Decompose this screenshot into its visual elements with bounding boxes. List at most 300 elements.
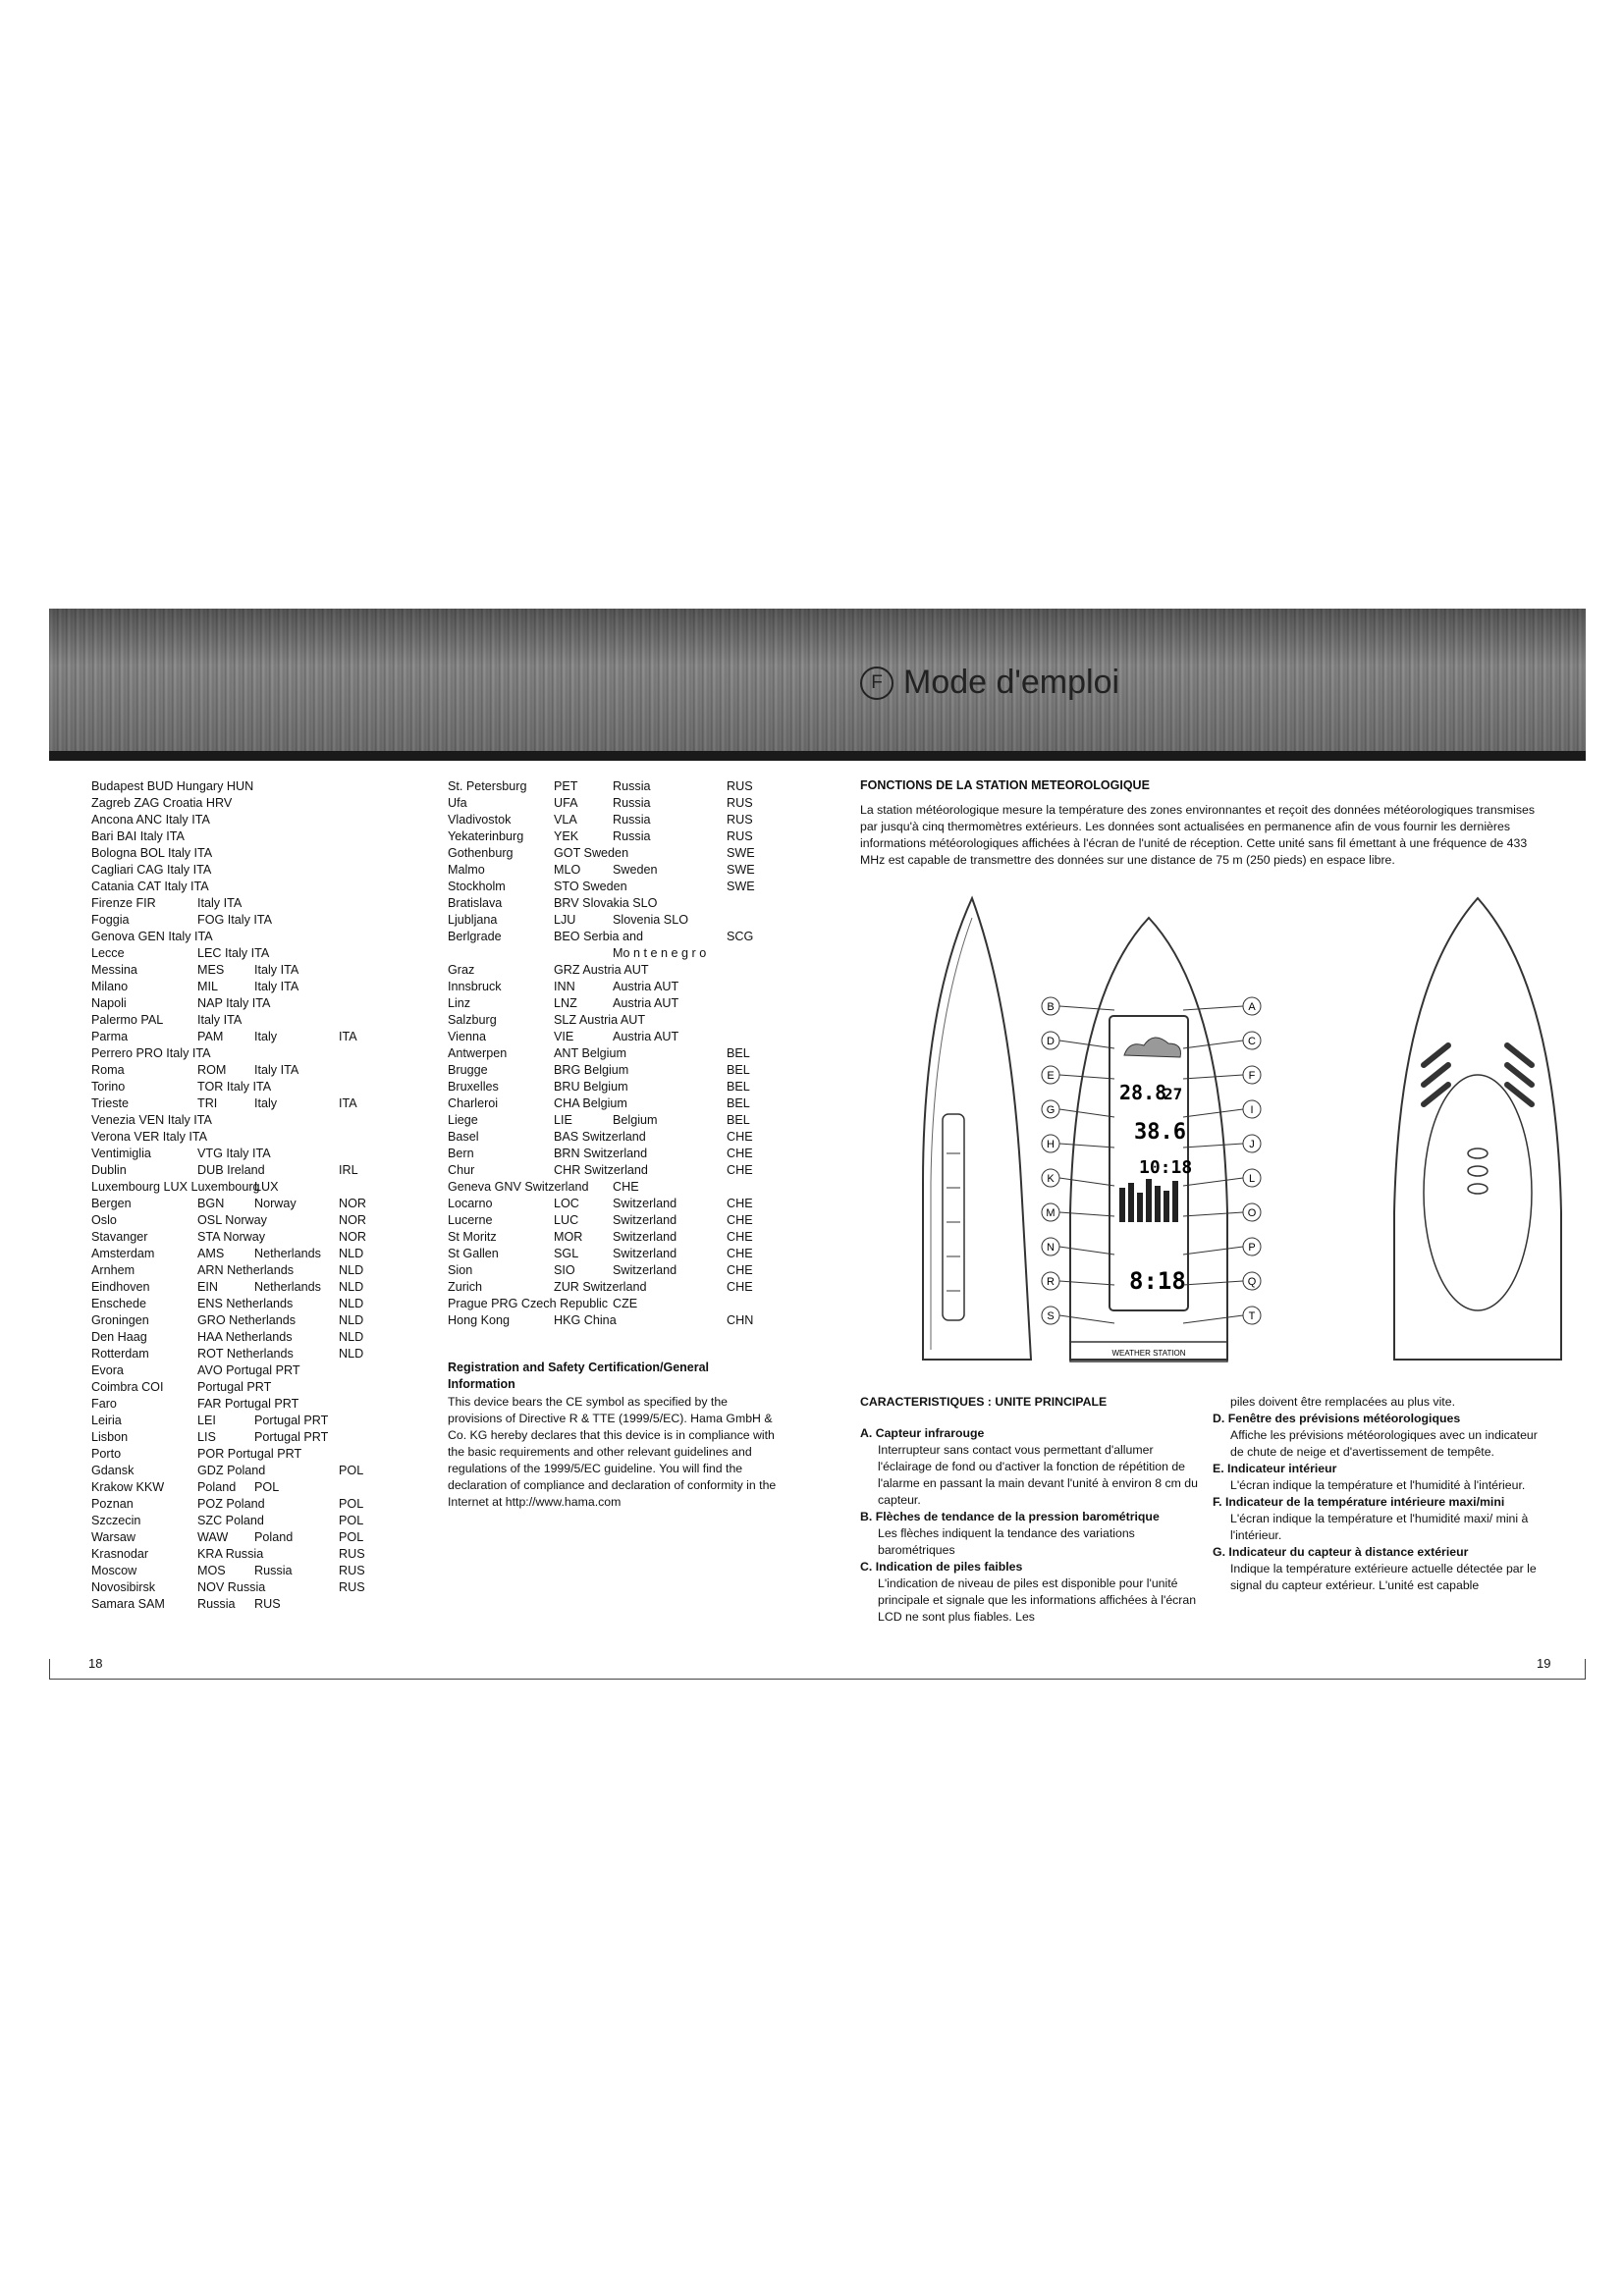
city-cell: Italy ITA <box>197 896 243 910</box>
city-cell: Poznan <box>91 1497 134 1511</box>
callout-line <box>1059 1178 1114 1186</box>
city-cell: Lisbon <box>91 1430 129 1444</box>
city-cell: LIE <box>554 1113 572 1127</box>
city-cell: CHE <box>727 1280 753 1294</box>
city-cell: LJU <box>554 913 576 927</box>
callout-label: B <box>1047 1001 1055 1013</box>
city-cell <box>727 1012 785 1029</box>
city-cell: NLD <box>339 1330 364 1344</box>
characteristics-right <box>1213 1394 1551 1594</box>
header-banner <box>49 609 1586 751</box>
side-view-outline <box>923 898 1031 1360</box>
city-cell: Ventimiglia <box>91 1147 151 1160</box>
city-cell: NLD <box>339 1247 364 1260</box>
city-row <box>91 812 415 828</box>
city-row <box>91 1579 415 1596</box>
city-row <box>448 1162 772 1179</box>
city-cell: TOR Italy ITA <box>197 1080 272 1094</box>
city-cell: Roma <box>91 1063 125 1077</box>
back-panel <box>1424 1075 1532 1310</box>
city-cell: Locarno <box>448 1197 493 1210</box>
side-button-marks <box>947 1153 960 1291</box>
city-cell: AMS <box>197 1247 225 1260</box>
city-cell: Bari BAI Italy ITA <box>91 829 185 843</box>
city-cell: INN <box>554 980 575 993</box>
city-cell <box>254 1162 339 1179</box>
city-cell: Malmo <box>448 863 485 877</box>
city-row <box>448 1045 772 1062</box>
city-row <box>91 1596 415 1613</box>
city-cell: Vienna <box>448 1030 486 1043</box>
city-row <box>91 1179 415 1196</box>
city-cell <box>254 862 339 879</box>
city-cell <box>254 828 339 845</box>
city-cell: ROM <box>197 1063 227 1077</box>
city-cell: Genova GEN Italy ITA <box>91 930 213 943</box>
city-row <box>448 1212 772 1229</box>
city-cell: RUS <box>727 813 753 827</box>
city-cell: Moscow <box>91 1564 137 1577</box>
callout-label: I <box>1250 1104 1254 1116</box>
city-cell: Messina <box>91 963 137 977</box>
city-cell <box>727 979 785 995</box>
city-list-left <box>91 778 415 1613</box>
city-cell <box>254 795 339 812</box>
city-cell <box>727 912 785 929</box>
city-cell: ROT Netherlands <box>197 1347 294 1361</box>
city-cell: Luxembourg LUX Luxembourg <box>91 1180 260 1194</box>
city-cell: RUS <box>339 1547 365 1561</box>
callout-line <box>1059 1281 1114 1285</box>
city-cell: ENS Netherlands <box>197 1297 294 1310</box>
city-cell <box>197 1129 254 1146</box>
city-row <box>91 929 415 945</box>
feature-heading: G. Indicateur du capteur à distance extérieur <box>1213 1545 1469 1559</box>
city-cell: Russia <box>613 829 651 843</box>
city-cell: Brugge <box>448 1063 488 1077</box>
city-cell: Switzerland <box>613 1197 677 1210</box>
city-cell <box>727 1029 785 1045</box>
city-cell: Chur <box>448 1163 475 1177</box>
bottom-rule <box>49 1679 1586 1680</box>
city-cell: Belgium <box>613 1113 658 1127</box>
feature-heading: D. Fenêtre des prévisions météorologiques <box>1213 1412 1461 1425</box>
city-row <box>448 1079 772 1095</box>
city-cell <box>613 1279 727 1296</box>
city-cell <box>254 1329 339 1346</box>
feature-heading: F. Indicateur de la température intérieure maxi/mini <box>1213 1495 1505 1509</box>
city-cell <box>554 1296 613 1312</box>
city-cell: Salzburg <box>448 1013 497 1027</box>
city-cell <box>197 795 254 812</box>
page-title <box>860 664 1119 702</box>
city-cell <box>613 1129 727 1146</box>
city-cell: Coimbra COI <box>91 1380 164 1394</box>
city-cell: BEL <box>727 1080 750 1094</box>
city-cell <box>254 1513 339 1529</box>
city-cell: Bologna BOL Italy ITA <box>91 846 213 860</box>
city-cell: CHN <box>727 1313 754 1327</box>
city-cell <box>613 879 727 895</box>
city-cell <box>254 1463 339 1479</box>
header-rule <box>49 751 1586 761</box>
city-cell: Basel <box>448 1130 479 1144</box>
city-row <box>91 1062 415 1079</box>
city-cell: Eindhoven <box>91 1280 150 1294</box>
city-cell: Russia <box>613 796 651 810</box>
city-cell: RUS <box>727 796 753 810</box>
city-cell: MOR <box>554 1230 583 1244</box>
city-cell: Berlgrade <box>448 930 502 943</box>
city-row <box>91 1329 415 1346</box>
city-row <box>91 995 415 1012</box>
city-row <box>448 979 772 995</box>
city-cell: CHE <box>727 1163 753 1177</box>
callout-label: K <box>1047 1173 1055 1185</box>
city-cell: Evora <box>91 1363 124 1377</box>
city-cell <box>613 1312 727 1329</box>
city-cell: Poland <box>254 1530 294 1544</box>
city-cell: NOV Russia <box>197 1580 266 1594</box>
callout-label: D <box>1047 1036 1055 1047</box>
city-cell: Ufa <box>448 796 467 810</box>
page-number-left: 18 <box>88 1656 103 1671</box>
city-cell: BRV Slovakia SLO <box>554 896 658 910</box>
city-cell: Rotterdam <box>91 1347 149 1361</box>
city-cell: Charleroi <box>448 1096 499 1110</box>
city-row <box>448 1279 772 1296</box>
city-cell: LEI <box>197 1414 216 1427</box>
city-cell: ITA <box>339 1030 357 1043</box>
city-cell: Bruxelles <box>448 1080 499 1094</box>
city-cell: Mo n t e n e g r o <box>613 946 707 960</box>
lcd-clock: 8:18 <box>1129 1267 1186 1295</box>
city-row <box>448 895 772 912</box>
city-cell <box>254 1379 339 1396</box>
city-row <box>91 879 415 895</box>
city-cell: Amsterdam <box>91 1247 155 1260</box>
city-cell: Porto <box>91 1447 122 1461</box>
city-row <box>448 795 772 812</box>
front-caption: WEATHER STATION <box>1111 1349 1186 1358</box>
city-cell: Italy ITA <box>254 980 299 993</box>
city-cell <box>254 1045 339 1062</box>
city-cell: Krakow KKW <box>91 1480 165 1494</box>
city-cell <box>254 1229 339 1246</box>
city-cell: GRO Netherlands <box>197 1313 297 1327</box>
callout-line <box>1059 1109 1114 1117</box>
callout-label: A <box>1248 1001 1256 1013</box>
city-row <box>91 862 415 879</box>
back-view-outline <box>1394 898 1561 1360</box>
city-cell: RUS <box>339 1580 365 1594</box>
city-cell: Arnhem <box>91 1263 135 1277</box>
city-row <box>448 879 772 895</box>
city-cell: Lucerne <box>448 1213 493 1227</box>
city-row <box>448 828 772 845</box>
feature-heading: A. Capteur infrarouge <box>860 1426 985 1440</box>
city-row <box>91 1379 415 1396</box>
weather-station-figure <box>903 888 1581 1379</box>
city-cell <box>613 1095 727 1112</box>
city-row <box>91 778 415 795</box>
city-cell: Stockholm <box>448 880 506 893</box>
city-cell: Enschede <box>91 1297 147 1310</box>
city-cell: BEO Serbia and <box>554 930 644 943</box>
city-cell: POL <box>339 1497 364 1511</box>
functions-text: La station météorologique mesure la température des zones environnantes et reçoit des données météorologiques transmises par jusqu'à cinq thermomètres extérieurs. Les données sont actualisées en permanence afin de vous fournir les dernières informations météorologiques affichées à l'écran de l'unité de réception. Cette unité sans fil émettant à une fréquence de 433 MHz est capable de transmettre des données sur une distance de 75 m (250 pieds) en espace libre. <box>860 803 1535 867</box>
city-cell: Switzerland <box>613 1247 677 1260</box>
city-cell: Sion <box>448 1263 473 1277</box>
city-cell: BEL <box>727 1046 750 1060</box>
city-cell: Torino <box>91 1080 126 1094</box>
feature-heading: E. Indicateur intérieur <box>1213 1462 1337 1475</box>
city-cell: BRN Switzerland <box>554 1147 648 1160</box>
callout-label: L <box>1248 1173 1256 1185</box>
city-row <box>448 1196 772 1212</box>
city-row <box>448 1296 772 1312</box>
city-cell <box>613 929 727 945</box>
city-cell <box>727 1179 785 1196</box>
city-cell: BEL <box>727 1096 750 1110</box>
city-cell: Italy <box>254 1030 278 1043</box>
city-row <box>91 1146 415 1162</box>
city-row <box>91 979 415 995</box>
city-cell: ZUR Switzerland <box>554 1280 647 1294</box>
city-cell <box>197 1045 254 1062</box>
callout-line <box>1059 1247 1114 1255</box>
city-cell: Bratislava <box>448 896 503 910</box>
city-cell: Switzerland <box>613 1230 677 1244</box>
city-cell: CHE <box>727 1147 753 1160</box>
city-row <box>448 912 772 929</box>
callout-label: M <box>1046 1207 1056 1219</box>
callout-line <box>1059 1144 1114 1148</box>
city-cell: SCG <box>727 930 754 943</box>
city-row <box>91 1546 415 1563</box>
callout-line <box>1059 1212 1114 1216</box>
city-cell <box>254 1396 339 1413</box>
callout-label: P <box>1248 1242 1256 1254</box>
city-cell <box>613 1079 727 1095</box>
city-cell: Ljubljana <box>448 913 498 927</box>
city-row <box>91 1312 415 1329</box>
city-cell: NOR <box>339 1230 366 1244</box>
city-cell <box>448 945 554 962</box>
city-cell: Innsbruck <box>448 980 502 993</box>
functions-title: FONCTIONS DE LA STATION METEOROLOGIQUE <box>860 778 1150 792</box>
city-cell: HAA Netherlands <box>197 1330 293 1344</box>
callout-line <box>1059 1041 1114 1048</box>
city-cell: Catania CAT Italy ITA <box>91 880 209 893</box>
city-cell <box>727 995 785 1012</box>
city-cell: MIL <box>197 980 218 993</box>
city-cell <box>254 778 339 795</box>
city-cell: NLD <box>339 1297 364 1310</box>
city-cell: IRL <box>339 1163 358 1177</box>
callout-label: S <box>1047 1310 1055 1322</box>
city-cell: Ancona ANC Italy ITA <box>91 813 210 827</box>
bottom-right-edge <box>1585 1659 1586 1679</box>
callout-line <box>1059 1315 1114 1323</box>
city-cell: PET <box>554 779 578 793</box>
city-cell <box>254 845 339 862</box>
city-cell: Samara SAM <box>91 1597 165 1611</box>
city-row <box>448 1095 772 1112</box>
city-cell <box>554 945 613 962</box>
city-cell: SIO <box>554 1263 575 1277</box>
city-cell <box>254 1496 339 1513</box>
city-cell: LNZ <box>554 996 577 1010</box>
city-cell: Norway <box>254 1197 297 1210</box>
city-cell: Hong Kong <box>448 1313 511 1327</box>
feature-text: L'indication de niveau de piles est disponible pour l'unité principale et signale que les informations affichées à l'écran LCD ne sont plus fiables. Les <box>878 1576 1197 1624</box>
lcd-time: 10:18 <box>1139 1157 1193 1178</box>
city-cell: KRA Russia <box>197 1547 264 1561</box>
city-cell: Slovenia SLO <box>613 913 689 927</box>
city-cell: CHE <box>727 1197 753 1210</box>
city-cell: Yekaterinburg <box>448 829 524 843</box>
city-cell: POL <box>339 1514 364 1527</box>
side-view-inner <box>931 918 972 1350</box>
callout-line <box>1183 1315 1243 1323</box>
city-cell: CHE <box>727 1213 753 1227</box>
city-row <box>91 795 415 812</box>
callout-line <box>1059 1075 1114 1079</box>
city-row <box>91 1479 415 1496</box>
city-cell: SWE <box>727 863 755 877</box>
city-cell: Leiria <box>91 1414 122 1427</box>
city-cell: CHE <box>727 1247 753 1260</box>
city-cell: Antwerpen <box>448 1046 508 1060</box>
callout-line <box>1183 1006 1243 1010</box>
city-cell: CHE <box>613 1180 639 1194</box>
city-cell: TRI <box>197 1096 218 1110</box>
city-cell: PAM <box>197 1030 224 1043</box>
city-cell: POL <box>339 1464 364 1477</box>
city-cell: Verona VER Italy ITA <box>91 1130 208 1144</box>
city-cell <box>197 778 254 795</box>
feature-text: Les flèches indiquent la tendance des variations barométriques <box>878 1526 1135 1557</box>
city-cell <box>613 1012 727 1029</box>
city-row <box>91 895 415 912</box>
lcd-humidity: 27 <box>1164 1085 1183 1103</box>
city-cell: POR Portugal PRT <box>197 1447 302 1461</box>
city-row <box>91 845 415 862</box>
city-cell: Russia <box>254 1564 293 1577</box>
callout-label: R <box>1047 1276 1055 1288</box>
characteristics-title: CARACTERISTIQUES : UNITE PRINCIPALE <box>860 1395 1108 1409</box>
city-row <box>91 1413 415 1429</box>
city-cell: WAW <box>197 1530 229 1544</box>
city-cell <box>727 945 785 962</box>
back-buttons <box>1468 1148 1488 1194</box>
city-row <box>448 945 772 962</box>
city-cell: Zurich <box>448 1280 482 1294</box>
city-row <box>448 1062 772 1079</box>
city-row <box>91 1229 415 1246</box>
city-cell: Portugal PRT <box>254 1430 329 1444</box>
city-cell: Dublin <box>91 1163 127 1177</box>
city-cell: Russia <box>613 813 651 827</box>
characteristics-left <box>860 1394 1199 1626</box>
city-row <box>91 1196 415 1212</box>
city-row <box>91 1463 415 1479</box>
city-cell: POZ Poland <box>197 1497 265 1511</box>
page-number-right: 19 <box>1537 1656 1551 1671</box>
city-row <box>91 1045 415 1062</box>
city-row <box>91 1129 415 1146</box>
city-cell: EIN <box>197 1280 218 1294</box>
city-row <box>448 1262 772 1279</box>
city-cell: Venezia VEN Italy ITA <box>91 1113 212 1127</box>
city-cell: STA Norway <box>197 1230 266 1244</box>
language-badge: F <box>860 667 893 700</box>
city-cell: Krasnodar <box>91 1547 149 1561</box>
city-cell: Bern <box>448 1147 474 1160</box>
city-cell <box>197 1179 254 1196</box>
city-cell: Graz <box>448 963 475 977</box>
lcd-temp2: 38.6 <box>1134 1120 1186 1145</box>
city-row <box>91 1396 415 1413</box>
city-cell: Linz <box>448 996 471 1010</box>
city-cell <box>254 879 339 895</box>
city-cell: POL <box>339 1530 364 1544</box>
city-cell: Palermo PAL <box>91 1013 164 1027</box>
registration-title: Registration and Safety Certification/General Information <box>448 1361 710 1391</box>
city-row <box>91 1362 415 1379</box>
city-cell: Cagliari CAG Italy ITA <box>91 863 212 877</box>
city-cell: VLA <box>554 813 577 827</box>
city-row <box>448 1112 772 1129</box>
characteristics-right-lead: piles doivent être remplacées au plus vite. <box>1230 1395 1455 1409</box>
city-cell: Poland <box>197 1480 237 1494</box>
city-cell: HKG China <box>554 1313 617 1327</box>
city-cell: NOR <box>339 1197 366 1210</box>
callout-label: C <box>1248 1036 1256 1047</box>
city-cell: Sweden <box>613 863 658 877</box>
city-cell: NLD <box>339 1280 364 1294</box>
callout-line <box>1183 1212 1243 1216</box>
feature-text: L'écran indique la température et l'humidité maxi/ mini à l'intérieur. <box>1230 1512 1529 1542</box>
city-row <box>448 1246 772 1262</box>
city-cell: Portugal PRT <box>254 1414 329 1427</box>
city-cell: ANT Belgium <box>554 1046 626 1060</box>
city-cell: NLD <box>339 1347 364 1361</box>
city-cell: GDZ Poland <box>197 1464 266 1477</box>
city-row <box>448 1312 772 1329</box>
city-cell <box>197 845 254 862</box>
city-cell: Switzerland <box>613 1213 677 1227</box>
city-row <box>91 1279 415 1296</box>
city-cell <box>254 812 339 828</box>
city-cell: RUS <box>727 829 753 843</box>
city-cell: GOT Sweden <box>554 846 629 860</box>
city-cell: Perrero PRO Italy ITA <box>91 1046 211 1060</box>
city-cell: Novosibirsk <box>91 1580 156 1594</box>
city-cell <box>197 879 254 895</box>
city-cell: LIS <box>197 1430 216 1444</box>
city-cell <box>254 1446 339 1463</box>
city-cell <box>613 1045 727 1062</box>
city-cell: BRG Belgium <box>554 1063 629 1077</box>
feature-text: Interrupteur sans contact vous permettant d'allumer l'éclairage de fond ou d'activer la fonction de répétition de l'alarme en passant la main devant l'unité à environ 8 cm du capteur. <box>878 1443 1198 1507</box>
city-row <box>448 1146 772 1162</box>
city-cell <box>254 1262 339 1279</box>
callout-label: E <box>1047 1070 1055 1082</box>
callout-label: H <box>1047 1139 1055 1150</box>
feature-heading: C. Indication de piles faibles <box>860 1560 1023 1574</box>
